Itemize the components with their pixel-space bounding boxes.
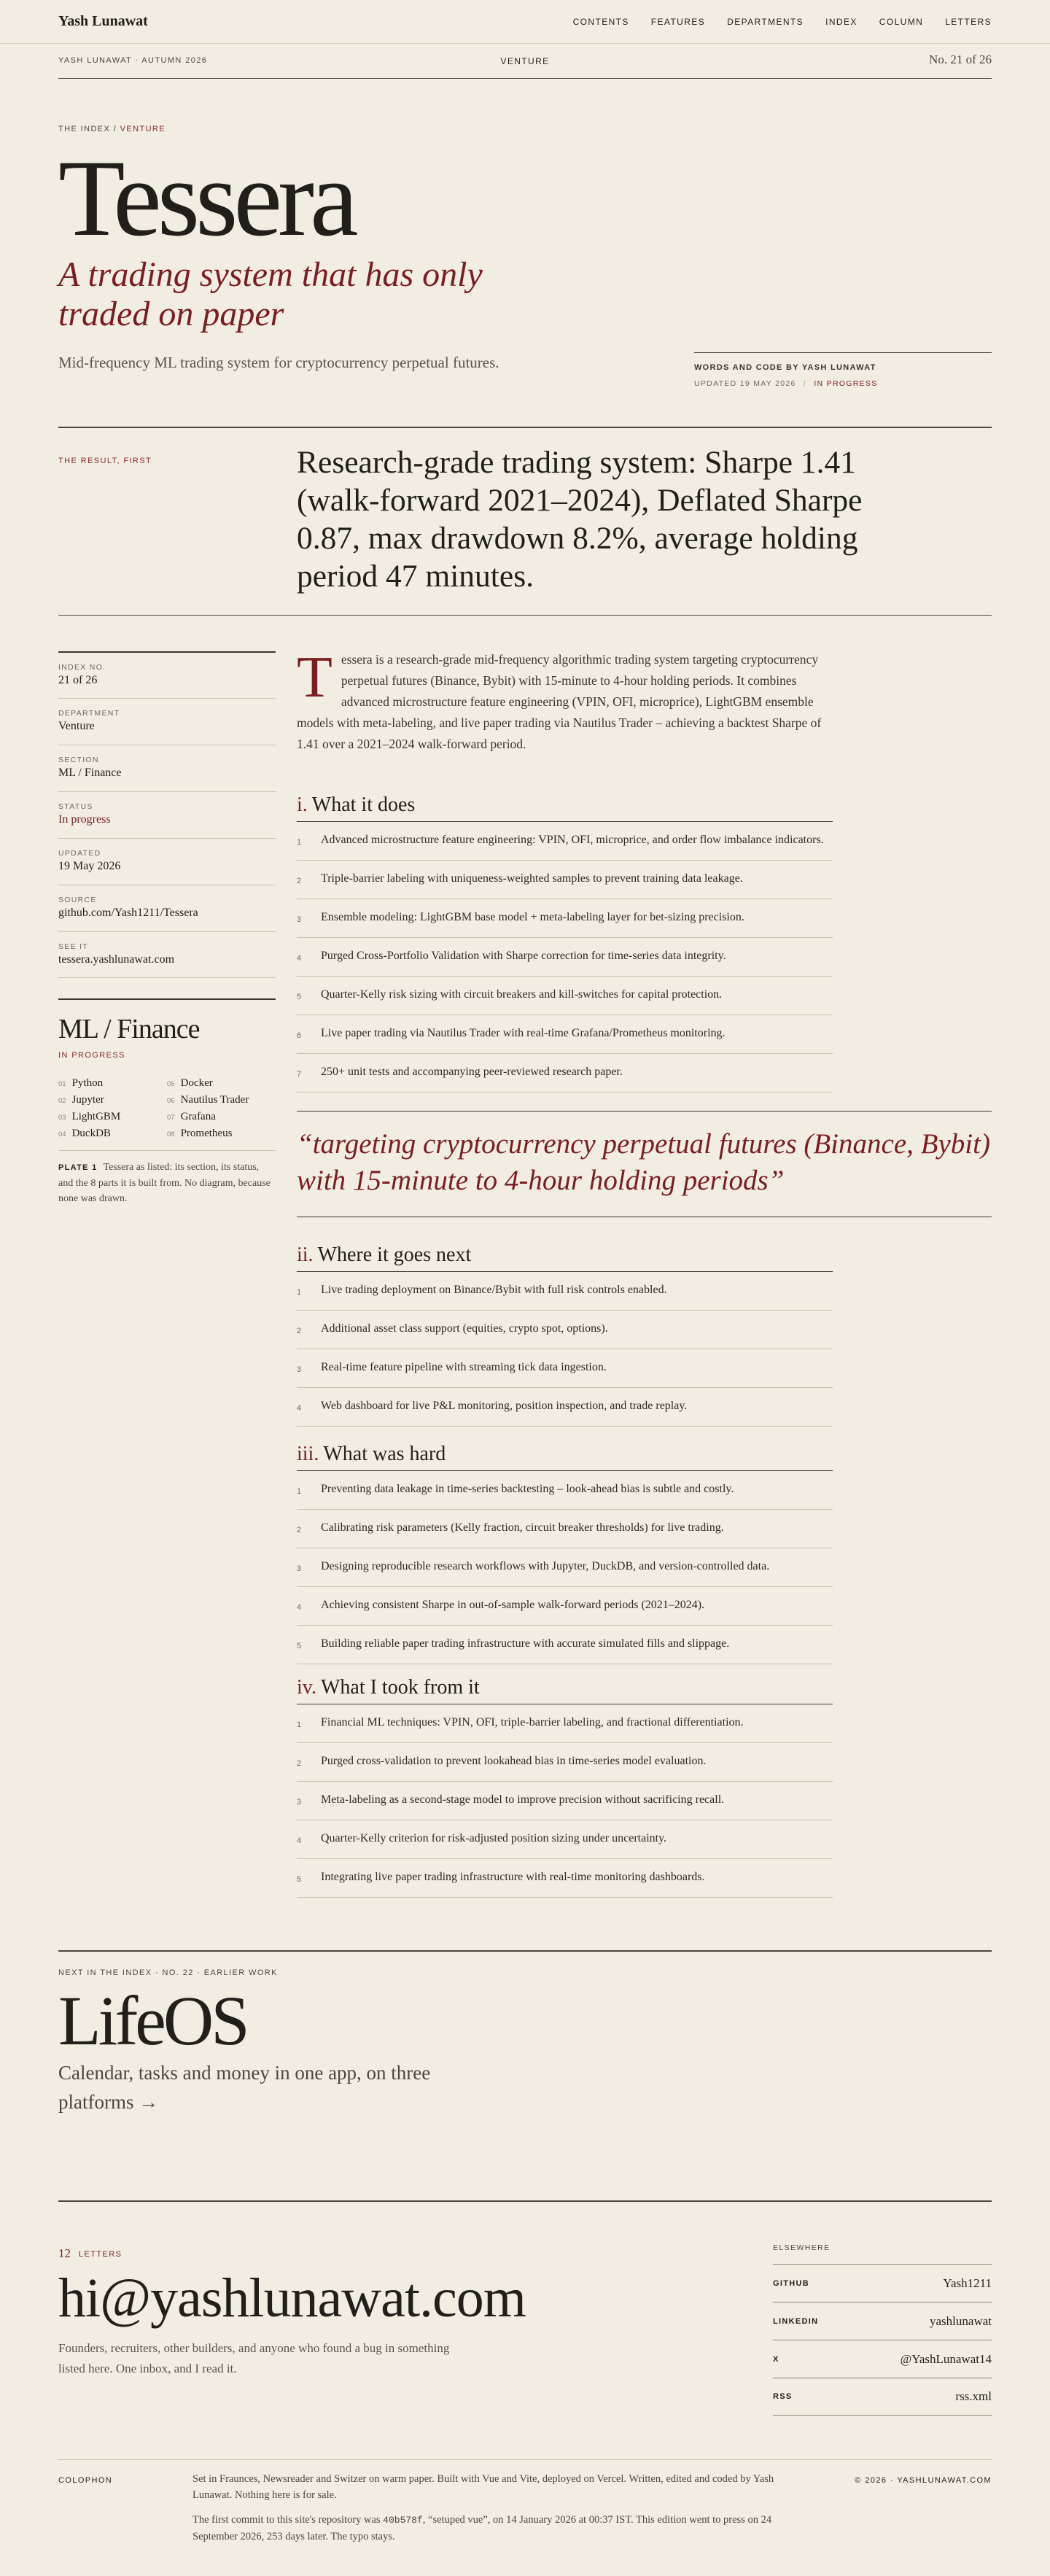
byline-author: WORDS AND CODE BY YASH LUNAWAT <box>694 363 876 372</box>
list-item: 5 Integrating live paper trading infrastructure with real-time monitoring dashboards. <box>297 1859 833 1898</box>
section-heading: i. What it does <box>297 794 833 822</box>
meta-key: DEPARTMENT <box>58 709 120 718</box>
stack-item: 05 Docker <box>167 1077 213 1089</box>
breadcrumb <box>58 125 166 133</box>
meta-key: SEE IT <box>58 942 89 951</box>
section-what-was-hard <box>297 1443 833 1664</box>
site-header <box>0 0 1050 44</box>
list-item: 3 Meta-labeling as a second-stage model to improve precision without sacrificing recall. <box>297 1782 833 1820</box>
nav-features[interactable]: FEATURES <box>650 17 706 27</box>
stack-item: 01 Python <box>58 1077 104 1089</box>
intro-text: essera is a research-grade mid-frequency algorithmic trading system targeting cryptocurrency perpetual futures (Binance, Bybit) with 15-minute to 4-hour holding periods. It combines advanced microstructure feature engineering (VPIN, OFI, microprice), LightGBM ensemble models with meta-labeling, and live paper trading via Nautilus Trader – achieving a backtest Sharpe of 1.41 over a 2021–2024 walk-forward period. <box>297 652 822 751</box>
plate-title: ML / Finance <box>58 1014 200 1044</box>
meta-value[interactable]: Venture <box>58 720 95 732</box>
commit-hash: 40b578f <box>383 2515 423 2526</box>
byline-meta <box>694 379 992 388</box>
section-where-next <box>297 1244 833 1427</box>
list-item: 1 Advanced microstructure feature engineering: VPIN, OFI, microprice, and order flow imbalance indicators. <box>297 822 833 861</box>
plate <box>58 998 276 1206</box>
meta-key: INDEX NO. <box>58 663 106 672</box>
section-heading: iv. What I took from it <box>297 1676 833 1704</box>
issue-bar <box>58 44 992 79</box>
byline-separator: / <box>803 379 807 388</box>
meta-key: SOURCE <box>58 896 97 904</box>
meta-value: 19 May 2026 <box>58 860 121 872</box>
x-link[interactable]: X @YashLunawat14 <box>773 2340 992 2378</box>
meta-value[interactable]: ML / Finance <box>58 767 122 779</box>
next-description-link[interactable]: Calendar, tasks and money in one app, on three platforms → <box>58 2062 431 2113</box>
meta-key: SECTION <box>58 756 99 764</box>
stack-item: 04 DuckDB <box>58 1128 111 1139</box>
copyright: © 2026 · YASHLUNAWAT.COM <box>855 2476 992 2485</box>
next-label: NEXT IN THE INDEX · NO. 22 · EARLIER WORK <box>58 1968 278 1977</box>
plate-caption-text: Tessera as listed: its section, its status, and the 8 parts it is built from. No diagram, because none was drawn. <box>58 1162 271 1204</box>
intro-paragraph <box>297 645 833 755</box>
list-item: 4 Web dashboard for live P&L monitoring, position inspection, and trade replay. <box>297 1388 833 1427</box>
rss-link[interactable]: RSS rss.xml <box>773 2378 992 2416</box>
meta-value: 21 of 26 <box>58 674 98 686</box>
section-what-i-took <box>297 1676 833 1898</box>
tagline: A trading system that has only traded on paper <box>58 255 483 333</box>
meta-list <box>58 651 276 978</box>
nav-contents[interactable]: CONTENTS <box>572 17 629 27</box>
linkedin-link[interactable]: LINKEDIN yashlunawat <box>773 2302 992 2340</box>
divider <box>58 2200 992 2202</box>
list-item: 1 Live trading deployment on Binance/Bybit with full risk controls enabled. <box>297 1272 833 1311</box>
subtitle: Mid-frequency ML trading system for cryptocurrency perpetual futures. <box>58 354 499 371</box>
stack-item: 02 Jupyter <box>58 1094 104 1106</box>
department-label: VENTURE <box>500 56 550 66</box>
breadcrumb-index[interactable]: THE INDEX / <box>58 125 117 133</box>
elsewhere-links <box>773 2243 992 2416</box>
list-item: 5 Quarter-Kelly risk sizing with circuit breakers and kill-switches for capital protection. <box>297 977 833 1015</box>
pull-quote: “targeting cryptocurrency perpetual futures (Binance, Bybit) with 15-minute to 4-hour holding periods” <box>297 1111 992 1217</box>
main-nav <box>573 17 992 27</box>
stack-item: 03 LightGBM <box>58 1111 121 1122</box>
stack-item: 07 Grafana <box>167 1111 216 1122</box>
tech-stack <box>58 1077 276 1151</box>
updated-date: UPDATED 19 MAY 2026 <box>694 379 796 388</box>
meta-status <box>58 791 276 838</box>
meta-index <box>58 651 276 698</box>
sidebar <box>58 651 276 1206</box>
list-item: 3 Designing reproducible research workflows with Jupyter, DuckDB, and version-controlled data. <box>297 1548 833 1587</box>
list-item: 6 Live paper trading via Nautilus Trader with real-time Grafana/Prometheus monitoring. <box>297 1015 833 1054</box>
list-item: 3 Ensemble modeling: LightGBM base model + meta-labeling layer for bet-sizing precision. <box>297 899 833 938</box>
colophon-paragraph: The first commit to this site's repository was 40b578f, “setuped vue”, on 14 January 2026 at 00:37 IST. This edition went to press on 24 September 2026, 253 days later. The typo stays. <box>192 2514 772 2542</box>
result-label: THE RESULT, FIRST <box>58 457 152 465</box>
plate-caption-label: PLATE 1 <box>58 1163 98 1172</box>
plate-caption <box>58 1160 276 1206</box>
nav-letters[interactable]: LETTERS <box>945 17 992 27</box>
list-item: 1 Preventing data leakage in time-series backtesting – look-ahead bias is subtle and costly. <box>297 1471 833 1510</box>
issue-label: YASH LUNAWAT · AUTUMN 2026 <box>58 56 208 65</box>
stack-item: 08 Prometheus <box>167 1128 233 1139</box>
source-link[interactable]: github.com/Yash1211/Tessera <box>58 907 198 919</box>
list-item: 1 Financial ML techniques: VPIN, OFI, triple-barrier labeling, and fractional differentiation. <box>297 1704 833 1743</box>
plate-status: IN PROGRESS <box>58 1051 125 1060</box>
elsewhere-label: ELSEWHERE <box>773 2243 831 2252</box>
email-link[interactable]: hi@yashlunawat.com <box>58 2267 526 2329</box>
colophon-text <box>192 2471 812 2545</box>
list-item: 7 250+ unit tests and accompanying peer-reviewed research paper. <box>297 1054 833 1093</box>
colophon-label: COLOPHON <box>58 2476 113 2485</box>
list-item: 2 Additional asset class support (equities, crypto spot, options). <box>297 1311 833 1349</box>
section-what-it-does <box>297 794 833 1093</box>
list-item: 4 Achieving consistent Sharpe in out-of-sample walk-forward periods (2021–2024). <box>297 1587 833 1626</box>
divider <box>58 615 992 616</box>
divider <box>58 2459 992 2460</box>
list-item: 2 Calibrating risk parameters (Kelly fraction, circuit breaker thresholds) for live trading. <box>297 1510 833 1548</box>
list-item: 2 Purged cross-validation to prevent lookahead bias in time-series model evaluation. <box>297 1743 833 1782</box>
list-item: 2 Triple-barrier labeling with uniqueness-weighted samples to prevent training data leakage. <box>297 861 833 899</box>
meta-key: UPDATED <box>58 849 101 858</box>
live-site-link[interactable]: tessera.yashlunawat.com <box>58 953 175 966</box>
brand-link[interactable]: Yash Lunawat <box>58 13 148 29</box>
byline <box>694 352 992 388</box>
list-item: 3 Real-time feature pipeline with streaming tick data ingestion. <box>297 1349 833 1388</box>
meta-source <box>58 885 276 931</box>
list-item: 4 Purged Cross-Portfolio Validation with Sharpe correction for time-series data integrity. <box>297 938 833 977</box>
nav-column[interactable]: COLUMN <box>879 17 924 27</box>
status-badge: IN PROGRESS <box>814 379 878 388</box>
divider <box>58 427 992 428</box>
letters-number: 12 <box>58 2246 71 2260</box>
nav-index[interactable]: INDEX <box>825 17 858 27</box>
drop-cap: T <box>297 645 332 710</box>
section-heading: ii. Where it goes next <box>297 1244 833 1272</box>
result-statement: Research-grade trading system: Sharpe 1.41 (walk-forward 2021–2024), Deflated Sharpe 0.87, max drawdown 8.2%, average holding period 47 minutes. <box>297 445 863 594</box>
page-title: Tessera <box>58 138 354 259</box>
colophon-paragraph: Set in Fraunces, Newsreader and Switzer on warm paper. Built with Vue and Vite, deployed on Vercel. Written, edited and coded by Yash Lunawat. Nothing here is for sale. <box>192 2473 774 2501</box>
meta-department <box>58 698 276 745</box>
meta-key: STATUS <box>58 802 93 811</box>
divider <box>58 1950 992 1952</box>
breadcrumb-current[interactable]: VENTURE <box>120 125 166 133</box>
meta-section <box>58 745 276 791</box>
stack-item: 06 Nautilus Trader <box>167 1094 249 1106</box>
letters-label: LETTERS <box>79 2250 122 2259</box>
list-item: 5 Building reliable paper trading infrastructure with accurate simulated fills and slippage. <box>297 1626 833 1664</box>
issue-number: No. 21 of 26 <box>929 53 992 66</box>
meta-see-it <box>58 931 276 978</box>
meta-updated <box>58 838 276 885</box>
letters-description: Founders, recruiters, other builders, and anyone who found a bug in something listed here. One inbox, and I read it. <box>58 2341 450 2375</box>
section-heading: iii. What was hard <box>297 1443 833 1471</box>
list-item: 4 Quarter-Kelly criterion for risk-adjusted position sizing under uncertainty. <box>297 1820 833 1859</box>
meta-value: In progress <box>58 813 111 826</box>
nav-departments[interactable]: DEPARTMENTS <box>727 17 804 27</box>
github-link[interactable]: GITHUB Yash1211 <box>773 2264 992 2302</box>
next-title-link[interactable]: LifeOS <box>58 1982 247 2060</box>
